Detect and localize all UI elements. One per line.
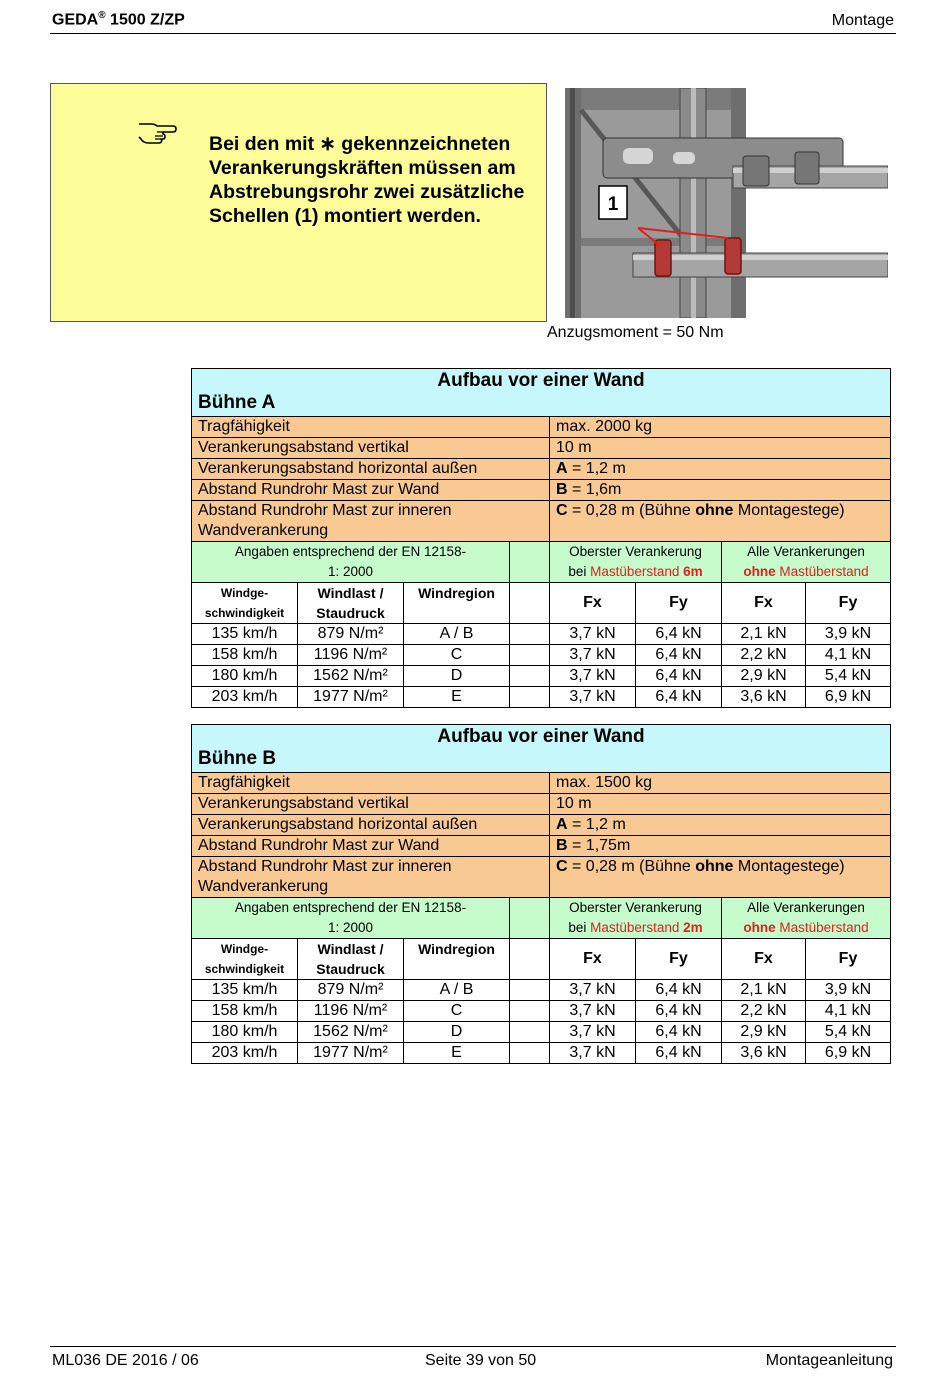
table-cell: 1562 N/m² [298, 666, 404, 687]
table-cell: 3,7 kN [550, 624, 636, 645]
anchor-table-b [191, 724, 891, 1064]
torque-label: Anzugsmoment = 50 Nm [547, 324, 724, 341]
spec-value: C = 0,28 m (Bühne ohne Montagestege) [550, 857, 891, 898]
table-cell: 6,4 kN [636, 624, 722, 645]
column-header-row [192, 583, 891, 624]
table-cell: 6,4 kN [636, 645, 722, 666]
table-cell: 6,4 kN [636, 1001, 722, 1022]
table-title-row [192, 369, 891, 417]
spec-label: Abstand Rundrohr Mast zur Wand [192, 836, 550, 857]
info-row [192, 542, 891, 583]
spec-row [192, 815, 891, 836]
table-subtitle: Bühne A [198, 392, 276, 413]
spec-value: B = 1,75m [550, 836, 891, 857]
table-title-row [192, 725, 891, 773]
table-row [192, 980, 891, 1001]
column-header: Windge-schwindigkeit [192, 583, 298, 624]
table-cell: A / B [404, 624, 510, 645]
table-cell: 6,4 kN [636, 1043, 722, 1064]
section-title: Montage [831, 12, 894, 29]
all-anchors-heading: Alle Verankerungen ohne Mastüberstand [722, 542, 891, 583]
table-cell: 6,4 kN [636, 687, 722, 708]
asterisk-symbol: ∗ [319, 133, 336, 155]
table-title: Aufbau vor einer Wand [437, 370, 645, 391]
spec-row [192, 480, 891, 501]
table-row [192, 1043, 891, 1064]
table-cell: 3,7 kN [550, 1043, 636, 1064]
spec-row [192, 438, 891, 459]
info-row [192, 898, 891, 939]
table-cell: 6,9 kN [806, 1043, 891, 1064]
column-header: Windregion [404, 583, 510, 624]
table-cell: 2,1 kN [722, 624, 806, 645]
table-cell: 6,9 kN [806, 687, 891, 708]
table-cell: E [404, 1043, 510, 1064]
spec-row [192, 417, 891, 438]
table-cell: 6,4 kN [636, 1022, 722, 1043]
spec-value: 10 m [550, 438, 891, 459]
table-cell: 1196 N/m² [298, 1001, 404, 1022]
spec-value: A = 1,2 m [550, 459, 891, 480]
column-header: Fy [806, 583, 891, 624]
table-cell: 2,9 kN [722, 666, 806, 687]
spec-label: Tragfähigkeit [192, 773, 550, 794]
spec-value: C = 0,28 m (Bühne ohne Montagestege) [550, 501, 891, 542]
table-cell: C [404, 1001, 510, 1022]
table-cell: 135 km/h [192, 980, 298, 1001]
table-cell: 158 km/h [192, 645, 298, 666]
pointing-hand-icon [137, 120, 177, 144]
standard-reference: Angaben entsprechend der EN 12158-1: 2000 [192, 898, 510, 939]
spec-value: 10 m [550, 794, 891, 815]
spec-value: max. 1500 kg [550, 773, 891, 794]
column-header: Fx [722, 583, 806, 624]
column-header: Fx [550, 939, 636, 980]
table-cell: 1977 N/m² [298, 1043, 404, 1064]
table-cell: 3,9 kN [806, 624, 891, 645]
table-cell: 1562 N/m² [298, 1022, 404, 1043]
table-cell: 4,1 kN [806, 645, 891, 666]
table-cell: 879 N/m² [298, 624, 404, 645]
table-cell: 6,4 kN [636, 666, 722, 687]
column-header-row [192, 939, 891, 980]
table-subtitle: Bühne B [198, 748, 277, 769]
table-row [192, 666, 891, 687]
spec-label: Abstand Rundrohr Mast zur inneren Wandverankerung [192, 857, 550, 898]
spec-row [192, 794, 891, 815]
clamp-assembly-image [563, 88, 888, 318]
column-header: Fx [550, 583, 636, 624]
table-cell: 2,2 kN [722, 645, 806, 666]
spec-label: Verankerungsabstand vertikal [192, 438, 550, 459]
table-row [192, 687, 891, 708]
footer-page-number: Seite 39 von 50 [425, 1352, 537, 1369]
column-header: Windge-schwindigkeit [192, 939, 298, 980]
table-cell: 180 km/h [192, 1022, 298, 1043]
column-header: Fx [722, 939, 806, 980]
table-cell: 203 km/h [192, 687, 298, 708]
footer-divider [50, 1346, 896, 1347]
table-cell: 3,7 kN [550, 1022, 636, 1043]
table-cell: 135 km/h [192, 624, 298, 645]
table-row [192, 645, 891, 666]
column-header: Fy [636, 583, 722, 624]
table-cell: E [404, 687, 510, 708]
column-header: Windlast / Staudruck [298, 583, 404, 624]
table-row [192, 624, 891, 645]
table-cell: D [404, 666, 510, 687]
footer-doc-type: Montageanleitung [765, 1352, 893, 1369]
table-row [192, 1022, 891, 1043]
table-cell: 3,6 kN [722, 1043, 806, 1064]
spec-row [192, 773, 891, 794]
spec-row [192, 501, 891, 542]
spec-value: A = 1,2 m [550, 815, 891, 836]
table-cell: 180 km/h [192, 666, 298, 687]
table-cell: 3,7 kN [550, 980, 636, 1001]
table-cell: 3,7 kN [550, 666, 636, 687]
table-cell: 2,9 kN [722, 1022, 806, 1043]
table-cell: 5,4 kN [806, 1022, 891, 1043]
table-cell: 4,1 kN [806, 1001, 891, 1022]
table-cell: 2,2 kN [722, 1001, 806, 1022]
table-cell: 1196 N/m² [298, 645, 404, 666]
spec-value: max. 2000 kg [550, 417, 891, 438]
spec-label: Tragfähigkeit [192, 417, 550, 438]
all-anchors-heading: Alle Verankerungen ohne Mastüberstand [722, 898, 891, 939]
spec-row [192, 459, 891, 480]
table-cell: 3,6 kN [722, 687, 806, 708]
spec-label: Verankerungsabstand horizontal außen [192, 815, 550, 836]
footer-doc-id: ML036 DE 2016 / 06 [52, 1352, 199, 1369]
table-cell: 3,7 kN [550, 645, 636, 666]
column-header: Fy [806, 939, 891, 980]
table-cell: 879 N/m² [298, 980, 404, 1001]
table-cell: 3,7 kN [550, 1001, 636, 1022]
spec-value: B = 1,6m [550, 480, 891, 501]
spec-label: Verankerungsabstand horizontal außen [192, 459, 550, 480]
spec-row [192, 836, 891, 857]
table-cell: A / B [404, 980, 510, 1001]
table-title: Aufbau vor einer Wand [437, 726, 645, 747]
anchor-table-a [191, 368, 891, 708]
note-box [50, 83, 547, 322]
spec-label: Abstand Rundrohr Mast zur inneren Wandverankerung [192, 501, 550, 542]
table-cell: 1977 N/m² [298, 687, 404, 708]
header-divider [50, 33, 896, 34]
table-row [192, 1001, 891, 1022]
top-anchor-heading: Oberster Verankerung bei Mastüberstand 2m [550, 898, 722, 939]
top-anchor-heading: Oberster Verankerung bei Mastüberstand 6m [550, 542, 722, 583]
spec-label: Abstand Rundrohr Mast zur Wand [192, 480, 550, 501]
document-header-product: GEDA® 1500 Z/ZP [52, 10, 185, 29]
table-cell: C [404, 645, 510, 666]
table-cell: D [404, 1022, 510, 1043]
table-cell: 2,1 kN [722, 980, 806, 1001]
table-cell: 6,4 kN [636, 980, 722, 1001]
standard-reference: Angaben entsprechend der EN 12158-1: 2000 [192, 542, 510, 583]
table-cell: 3,9 kN [806, 980, 891, 1001]
table-cell: 203 km/h [192, 1043, 298, 1064]
column-header: Windlast / Staudruck [298, 939, 404, 980]
table-cell: 158 km/h [192, 1001, 298, 1022]
column-header: Fy [636, 939, 722, 980]
column-header: Windregion [404, 939, 510, 980]
callout-number: 1 [607, 194, 619, 215]
table-cell: 5,4 kN [806, 666, 891, 687]
spec-row [192, 857, 891, 898]
note-text: Bei den mit ∗ gekennzeichneten Verankerungskräften müssen am Abstrebungsrohr zwei zusätzliche Schellen (1) montiert werden. [209, 133, 525, 227]
table-cell: 3,7 kN [550, 687, 636, 708]
spec-label: Verankerungsabstand vertikal [192, 794, 550, 815]
